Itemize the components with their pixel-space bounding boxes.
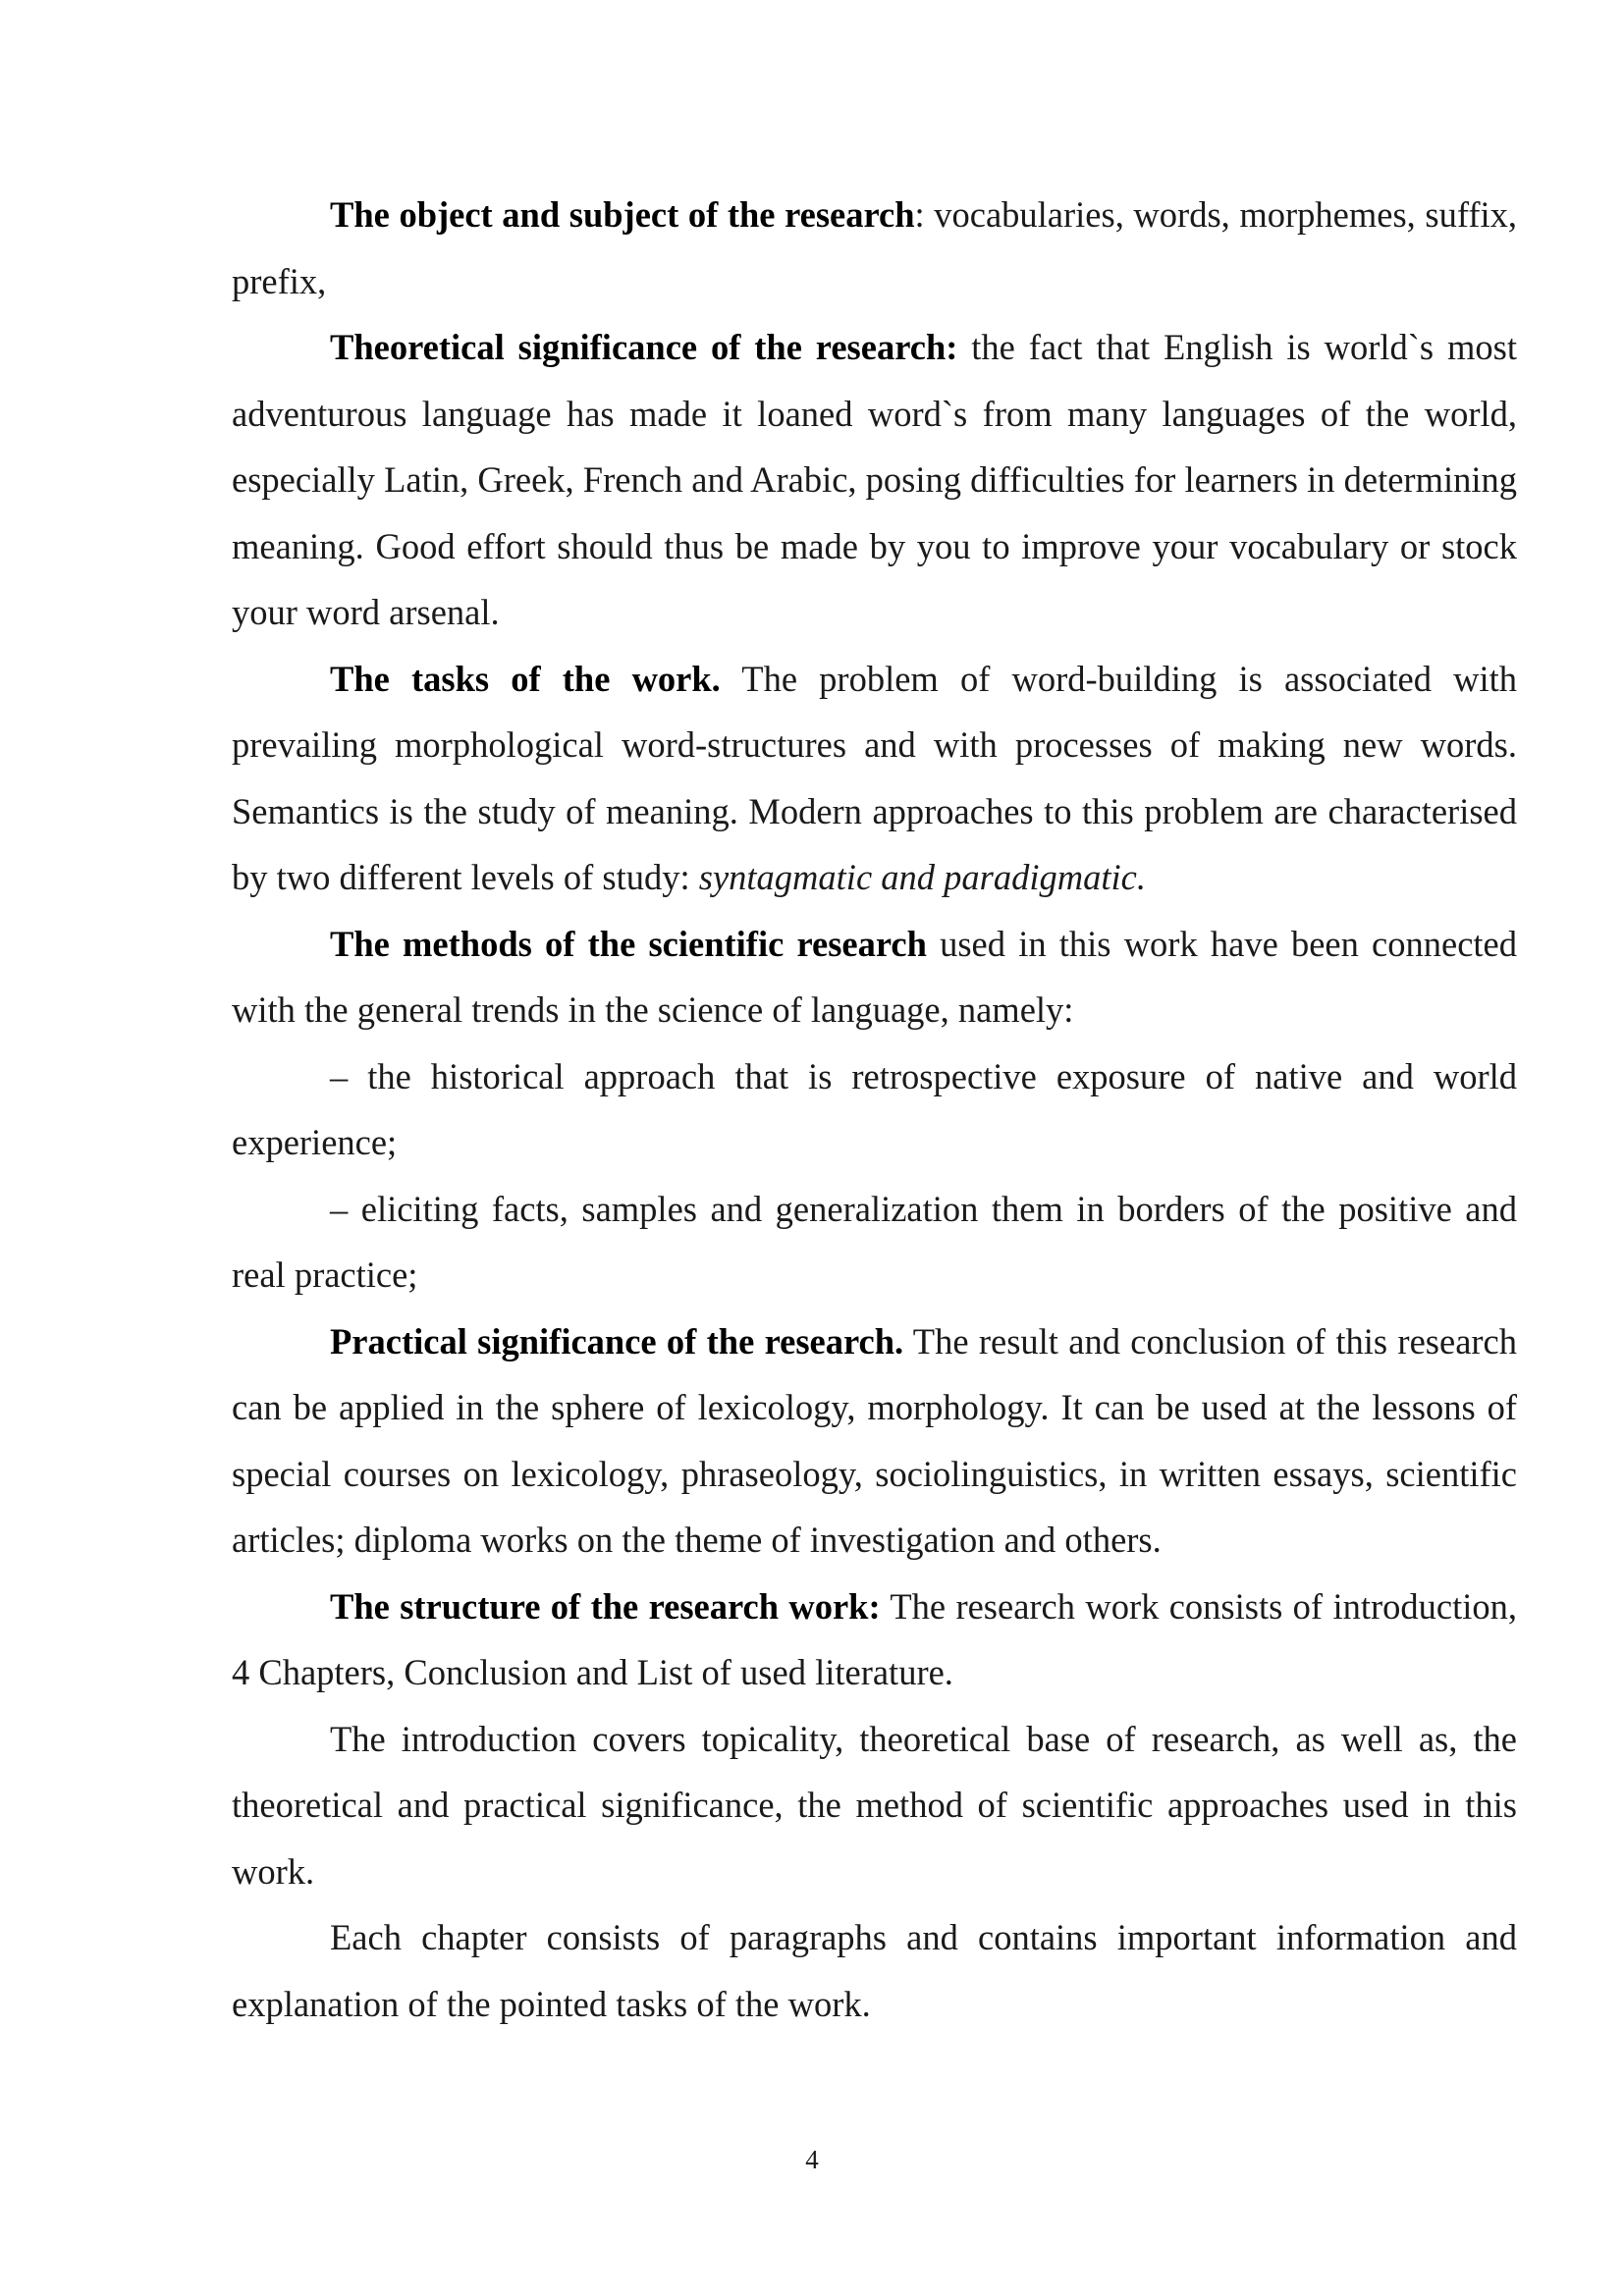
text-tasks: The problem of word-building is associated with prevailing morphological word-structures and with processes of making new words. Semantics is the study of meaning. Modern approaches to this problem are characterised by two different levels of study: — [232, 658, 1517, 897]
heading-practical-significance: Practical significance of the research. — [330, 1320, 904, 1362]
paragraph-object-subject — [232, 182, 1517, 314]
text-theoretical-significance: the fact that English is world`s most adventurous language has made it loaned word`s from many languages of the world, especially Latin, Greek, French and Arabic, posing difficulties for learners in determining meaning. Good effort should thus be made by you to improve your vocabulary or stock your word arsenal. — [232, 327, 1517, 632]
text-methods: used in this work have been connected with the general trends in the science of language, namely: — [232, 923, 1517, 1030]
text-object-subject: : vocabularies, words, morphemes, suffix, prefix, — [232, 194, 1517, 301]
method-item-historical: – the historical approach that is retrospective exposure of native and world experience; — [232, 1055, 1517, 1162]
text-practical-significance: The result and conclusion of this research can be applied in the sphere of lexicology, morphology. It can be used at the lessons of special courses on lexicology, phraseology, sociolinguistics, in written essays, scientific articles; diploma works on the theme of investigation and others. — [232, 1320, 1517, 1560]
document-body — [232, 182, 1517, 2037]
heading-theoretical-significance: Theoretical significance of the research: — [330, 327, 958, 367]
paragraph-theoretical-significance — [232, 314, 1517, 646]
paragraph-methods — [232, 911, 1517, 1043]
paragraph-structure — [232, 1574, 1517, 1706]
paragraph-chapters: Each chapter consists of paragraphs and contains important information and explanation of the pointed tasks of the work. — [232, 1917, 1517, 2024]
heading-tasks: The tasks of the work. — [330, 658, 721, 699]
heading-structure: The structure of the research work: — [330, 1585, 881, 1627]
paragraph-practical-significance — [232, 1308, 1517, 1574]
paragraph-tasks — [232, 646, 1517, 911]
heading-methods: The methods of the scientific research — [330, 923, 927, 964]
method-item-eliciting: – eliciting facts, samples and generalization them in borders of the positive and real practice; — [232, 1188, 1517, 1295]
emphasis-tasks: syntagmatic and paradigmatic. — [698, 857, 1146, 897]
paragraph-introduction: The introduction covers topicality, theoretical base of research, as well as, the theoretical and practical significance, the method of scientific approaches used in this work. — [232, 1718, 1517, 1892]
heading-object-subject: The object and subject of the research — [330, 194, 915, 235]
page-number: 4 — [805, 2145, 819, 2174]
text-structure: The research work consists of introduction, 4 Chapters, Conclusion and List of used literature. — [232, 1585, 1517, 1692]
